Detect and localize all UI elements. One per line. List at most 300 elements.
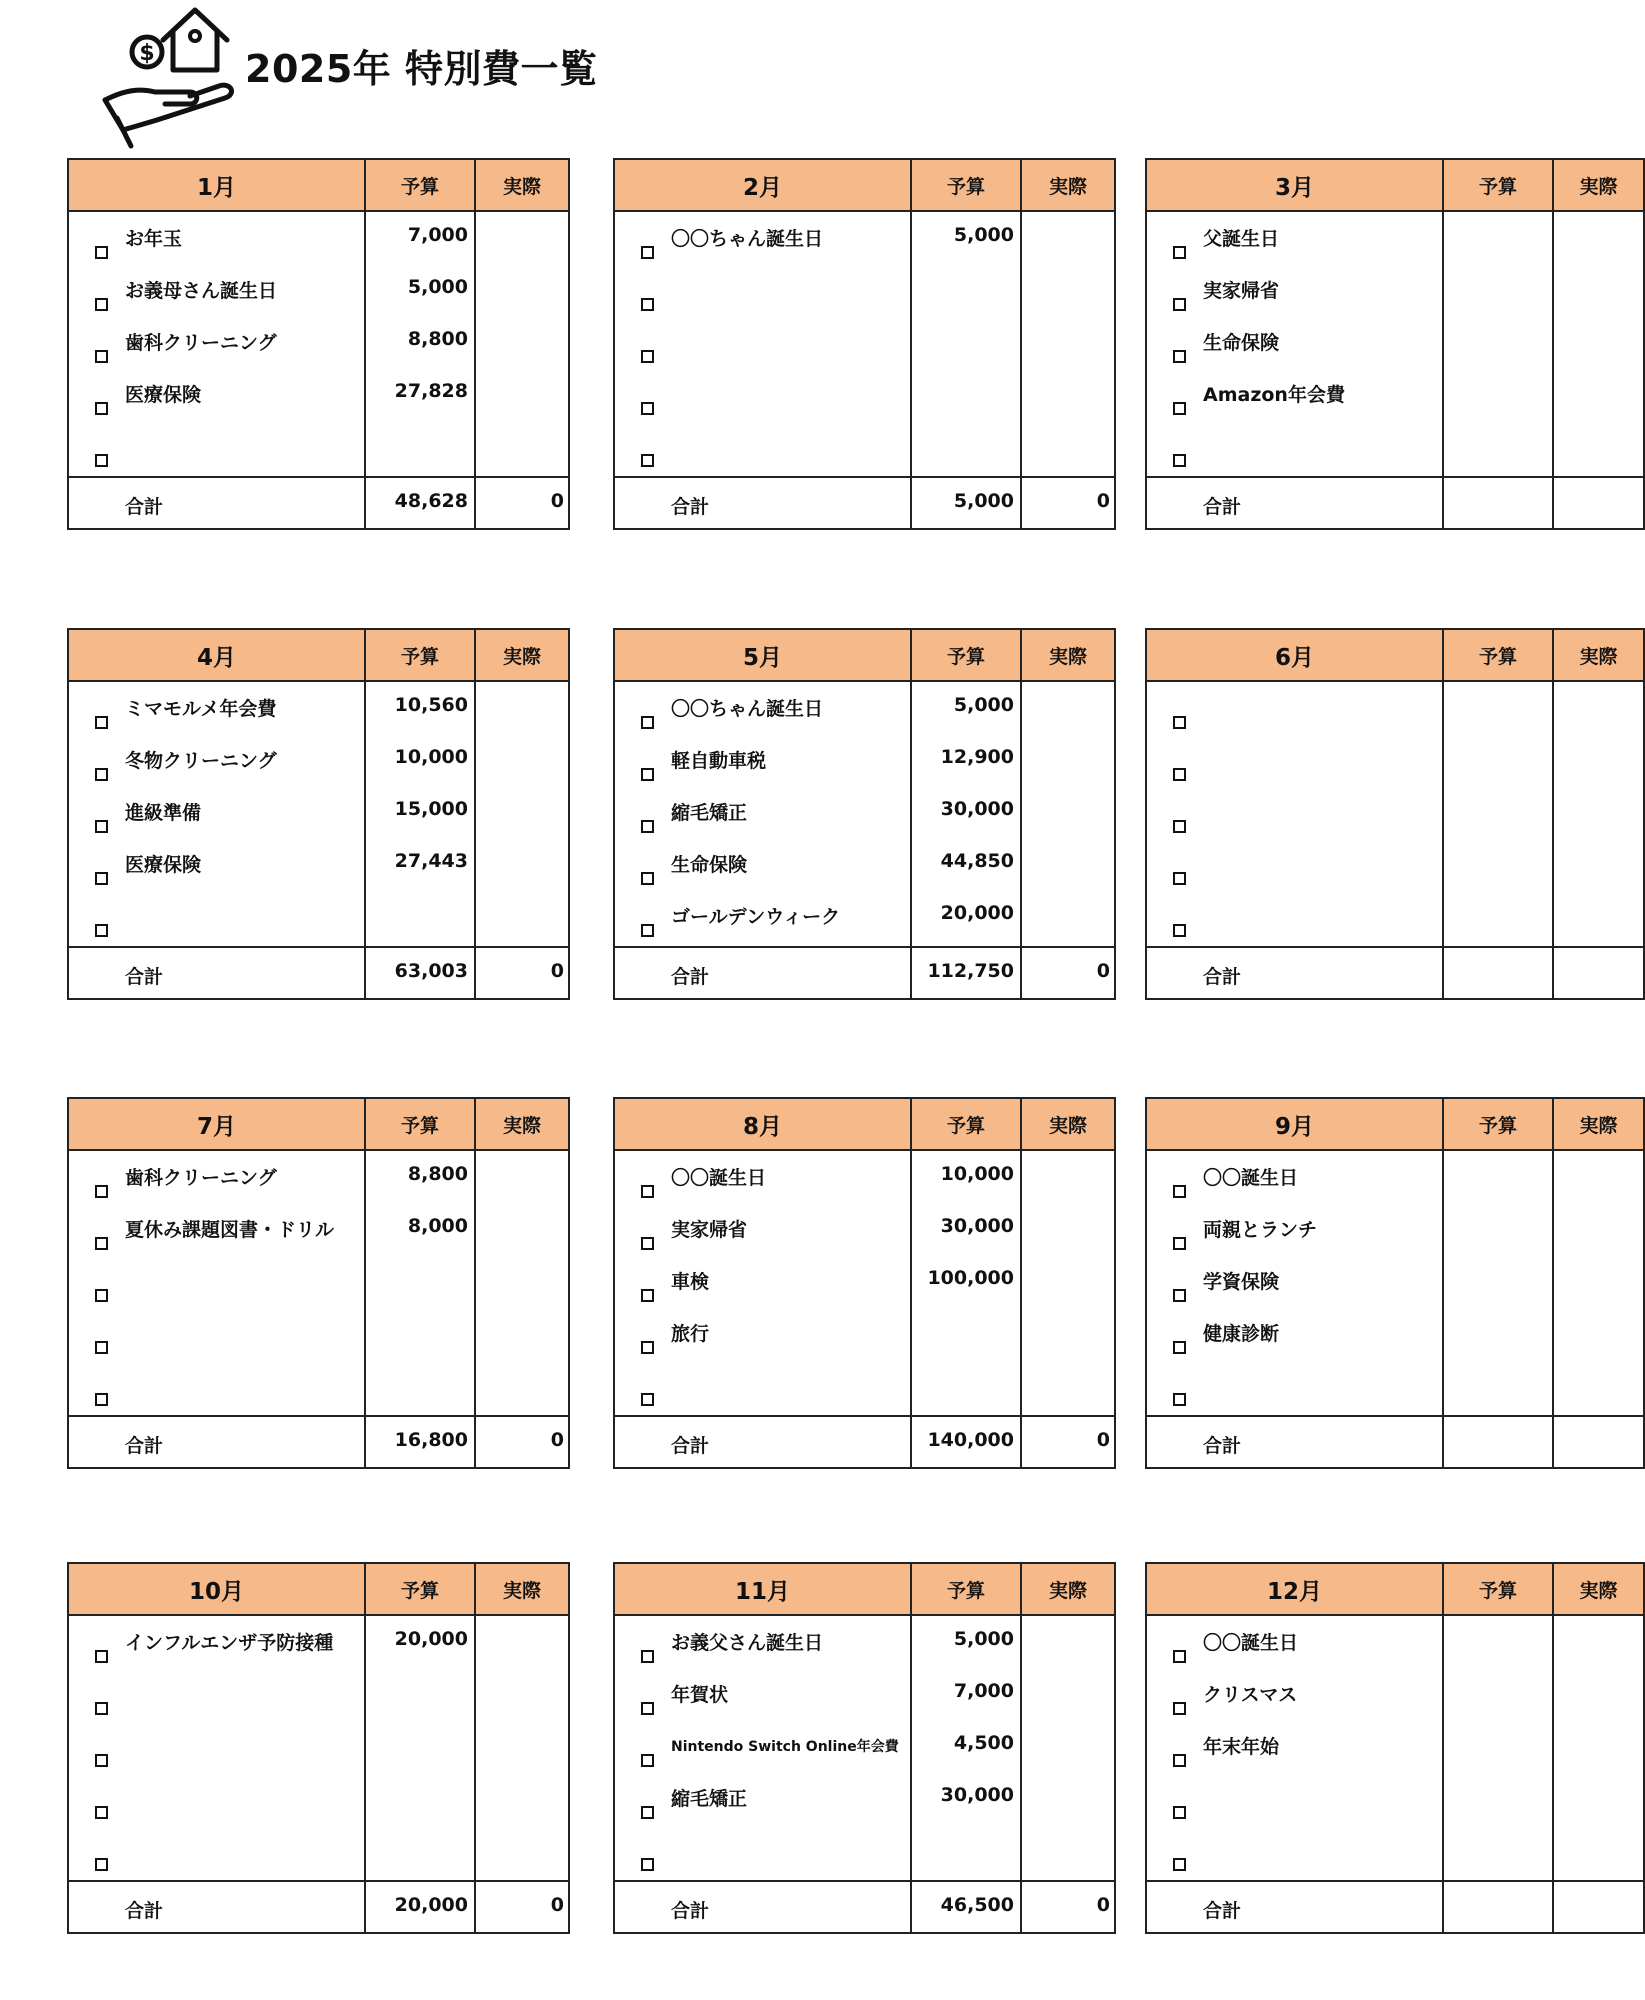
budget-header-label: 予算 (946, 645, 985, 668)
total-actual-cell (476, 948, 568, 998)
item-budget: 5,000 (407, 276, 468, 298)
checkbox[interactable] (95, 1754, 108, 1767)
items-name-column (1147, 1151, 1444, 1415)
total-actual: 0 (550, 1894, 564, 1916)
list-item (615, 272, 910, 324)
item-budget: 10,000 (940, 1163, 1014, 1185)
checkbox[interactable] (95, 402, 108, 415)
budget-header-label: 予算 (946, 175, 985, 198)
item-name: 〇〇誕生日 (1203, 1167, 1299, 1189)
checkbox[interactable] (641, 1806, 654, 1819)
list-item (615, 846, 910, 898)
total-actual-cell (1022, 1882, 1114, 1932)
list-item (69, 690, 364, 742)
item-name: 生命保険 (1203, 332, 1280, 354)
list-item (615, 1728, 910, 1780)
total-actual: 0 (1096, 490, 1110, 512)
items-actual-column (1554, 1616, 1643, 1880)
total-row (69, 478, 568, 528)
table-header (69, 160, 568, 212)
items-area (615, 212, 1114, 478)
total-budget: 46,500 (940, 1894, 1014, 1916)
checkbox[interactable] (1173, 872, 1186, 885)
month-label: 9月 (1274, 1113, 1314, 1140)
actual-header (476, 1099, 568, 1149)
checkbox[interactable] (95, 1289, 108, 1302)
checkbox[interactable] (1173, 350, 1186, 363)
list-item (1147, 324, 1442, 376)
list-item (615, 742, 910, 794)
list-item (1147, 1315, 1442, 1367)
total-row (615, 948, 1114, 998)
list-item (69, 272, 364, 324)
list-item (69, 794, 364, 846)
total-actual: 0 (1096, 1429, 1110, 1451)
items-budget-column (1444, 212, 1554, 476)
list-item (615, 220, 910, 272)
item-budget: 27,443 (394, 850, 468, 872)
item-budget: 10,000 (394, 746, 468, 768)
total-label: 合計 (125, 1900, 164, 1922)
items-name-column (615, 1151, 912, 1415)
checkbox[interactable] (95, 1858, 108, 1871)
month-table (1145, 1097, 1645, 1469)
month-header (69, 160, 366, 210)
list-item (1147, 898, 1442, 950)
item-name: インフルエンザ予防接種 (125, 1632, 334, 1654)
item-name: お義父さん誕生日 (671, 1632, 824, 1654)
item-name: 歯科クリーニング (125, 332, 277, 354)
items-name-column (1147, 1616, 1444, 1880)
items-budget-column (366, 1151, 476, 1415)
item-name: 実家帰省 (671, 1219, 748, 1241)
list-item (1147, 1676, 1442, 1728)
item-name: Amazon年会費 (1203, 384, 1345, 406)
checkbox[interactable] (641, 1185, 654, 1198)
items-area (69, 212, 568, 478)
total-label: 合計 (1203, 966, 1242, 988)
budget-header (366, 1564, 476, 1614)
item-name: 医療保険 (125, 854, 202, 876)
month-header (615, 160, 912, 210)
actual-header (476, 160, 568, 210)
items-actual-column (476, 212, 568, 476)
checkbox[interactable] (95, 246, 108, 259)
list-item (615, 794, 910, 846)
checkbox[interactable] (1173, 1341, 1186, 1354)
budget-header-label: 予算 (946, 1579, 985, 1602)
list-item (1147, 1367, 1442, 1419)
checkbox[interactable] (95, 768, 108, 781)
budget-header-label: 予算 (400, 645, 439, 668)
month-table (67, 158, 570, 530)
checkbox[interactable] (1173, 716, 1186, 729)
total-budget: 20,000 (394, 1894, 468, 1916)
month-table (613, 628, 1116, 1000)
table-header (615, 1099, 1114, 1151)
item-name: お義母さん誕生日 (125, 280, 278, 302)
item-budget: 7,000 (407, 224, 468, 246)
table-header (1147, 1099, 1643, 1151)
month-table (613, 1097, 1116, 1469)
checkbox[interactable] (641, 298, 654, 311)
item-name: 〇〇ちゃん誕生日 (671, 698, 824, 720)
month-header (69, 1099, 366, 1149)
total-label-cell (69, 1882, 366, 1932)
list-item (1147, 1211, 1442, 1263)
list-item (69, 220, 364, 272)
items-area (1147, 1616, 1643, 1882)
list-item (615, 1832, 910, 1884)
actual-header-label: 実際 (502, 175, 541, 198)
total-row (615, 1417, 1114, 1467)
checkbox[interactable] (1173, 1702, 1186, 1715)
table-header (615, 160, 1114, 212)
items-budget-column (912, 1616, 1022, 1880)
items-area (615, 1616, 1114, 1882)
actual-header-label: 実際 (1579, 1579, 1618, 1602)
item-budget: 8,800 (407, 328, 468, 350)
list-item (1147, 846, 1442, 898)
month-table (67, 1562, 570, 1934)
checkbox[interactable] (641, 1237, 654, 1250)
items-area (615, 1151, 1114, 1417)
total-budget: 112,750 (927, 960, 1014, 982)
checkbox[interactable] (95, 820, 108, 833)
item-budget: 20,000 (394, 1628, 468, 1650)
actual-header-label: 実際 (1579, 645, 1618, 668)
list-item (69, 1263, 364, 1315)
total-row (1147, 1882, 1643, 1932)
page-header (95, 0, 795, 160)
checkbox[interactable] (1173, 924, 1186, 937)
items-actual-column (1554, 212, 1643, 476)
actual-header (1022, 630, 1114, 680)
item-budget: 15,000 (394, 798, 468, 820)
items-name-column (615, 682, 912, 946)
actual-header (476, 630, 568, 680)
checkbox[interactable] (641, 1289, 654, 1302)
checkbox[interactable] (1173, 1806, 1186, 1819)
total-budget-cell (1444, 948, 1554, 998)
budget-header (1444, 1564, 1554, 1614)
items-name-column (69, 1616, 366, 1880)
items-name-column (615, 1616, 912, 1880)
total-label: 合計 (125, 496, 164, 518)
budget-header-label: 予算 (400, 1114, 439, 1137)
total-actual-cell (1022, 1417, 1114, 1467)
checkbox[interactable] (641, 402, 654, 415)
total-budget: 63,003 (394, 960, 468, 982)
items-actual-column (476, 1151, 568, 1415)
list-item (1147, 1780, 1442, 1832)
items-actual-column (1554, 682, 1643, 946)
list-item (69, 376, 364, 428)
total-label: 合計 (125, 966, 164, 988)
item-name: 医療保険 (125, 384, 202, 406)
actual-header-label: 実際 (1048, 175, 1087, 198)
list-item (615, 1159, 910, 1211)
checkbox[interactable] (95, 872, 108, 885)
month-header (1147, 160, 1444, 210)
checkbox[interactable] (1173, 768, 1186, 781)
budget-header (912, 1564, 1022, 1614)
total-label-cell (615, 1417, 912, 1467)
checkbox[interactable] (1173, 1650, 1186, 1663)
item-name: 夏休み課題図書・ドリル (125, 1219, 335, 1241)
checkbox[interactable] (1173, 402, 1186, 415)
total-row (615, 1882, 1114, 1932)
month-header (1147, 1099, 1444, 1149)
list-item (1147, 1263, 1442, 1315)
checkbox[interactable] (1173, 1393, 1186, 1406)
checkbox[interactable] (95, 1806, 108, 1819)
items-budget-column (366, 1616, 476, 1880)
list-item (69, 1780, 364, 1832)
total-label-cell (615, 948, 912, 998)
items-actual-column (476, 1616, 568, 1880)
budget-header-label: 予算 (400, 1579, 439, 1602)
item-budget: 20,000 (940, 902, 1014, 924)
checkbox[interactable] (95, 1185, 108, 1198)
budget-header (912, 160, 1022, 210)
total-actual-cell (1554, 948, 1643, 998)
checkbox[interactable] (1173, 1237, 1186, 1250)
actual-header-label: 実際 (502, 1114, 541, 1137)
total-budget: 48,628 (394, 490, 468, 512)
table-header (1147, 160, 1643, 212)
list-item (69, 324, 364, 376)
total-actual: 0 (1096, 1894, 1110, 1916)
list-item (69, 1211, 364, 1263)
items-budget-column (1444, 1616, 1554, 1880)
actual-header-label: 実際 (1579, 175, 1618, 198)
checkbox[interactable] (95, 1237, 108, 1250)
checkbox[interactable] (641, 924, 654, 937)
list-item (69, 846, 364, 898)
items-actual-column (1022, 1616, 1114, 1880)
table-header (69, 1564, 568, 1616)
checkbox[interactable] (1173, 298, 1186, 311)
month-label: 7月 (196, 1113, 236, 1140)
item-name: 生命保険 (671, 854, 748, 876)
list-item (1147, 428, 1442, 480)
list-item (69, 898, 364, 950)
list-item (615, 690, 910, 742)
total-budget: 140,000 (927, 1429, 1014, 1451)
actual-header-label: 実際 (502, 645, 541, 668)
checkbox[interactable] (641, 350, 654, 363)
total-budget-cell (1444, 1882, 1554, 1932)
total-label-cell (69, 1417, 366, 1467)
list-item (1147, 376, 1442, 428)
table-header (615, 1564, 1114, 1616)
checkbox[interactable] (95, 454, 108, 467)
month-header (69, 1564, 366, 1614)
list-item (1147, 220, 1442, 272)
item-name: 旅行 (671, 1323, 710, 1345)
budget-header (1444, 160, 1554, 210)
checkbox[interactable] (641, 872, 654, 885)
list-item (1147, 1159, 1442, 1211)
checkbox[interactable] (95, 1650, 108, 1663)
budget-header-label: 予算 (1478, 175, 1517, 198)
checkbox[interactable] (95, 924, 108, 937)
checkbox[interactable] (95, 1341, 108, 1354)
items-budget-column (912, 1151, 1022, 1415)
total-budget: 16,800 (394, 1429, 468, 1451)
budget-header-label: 予算 (1478, 1579, 1517, 1602)
checkbox[interactable] (95, 716, 108, 729)
checkbox[interactable] (641, 768, 654, 781)
svg-text:$: $ (139, 41, 155, 66)
item-name: 車検 (671, 1271, 710, 1293)
total-row (69, 1882, 568, 1932)
checkbox[interactable] (95, 1702, 108, 1715)
budget-header-label: 予算 (400, 175, 439, 198)
budget-header (1444, 630, 1554, 680)
month-label: 8月 (742, 1113, 782, 1140)
list-item (615, 1624, 910, 1676)
checkbox[interactable] (95, 298, 108, 311)
total-label-cell (615, 478, 912, 528)
month-label: 4月 (196, 644, 236, 671)
list-item (69, 1676, 364, 1728)
item-name: 〇〇ちゃん誕生日 (671, 228, 824, 250)
item-budget: 30,000 (940, 1215, 1014, 1237)
item-name: 〇〇誕生日 (1203, 1632, 1299, 1654)
checkbox[interactable] (641, 1858, 654, 1871)
items-actual-column (1022, 1151, 1114, 1415)
total-budget-cell (912, 948, 1022, 998)
items-name-column (1147, 682, 1444, 946)
checkbox[interactable] (1173, 820, 1186, 833)
list-item (69, 1728, 364, 1780)
total-actual-cell (476, 478, 568, 528)
month-table (67, 628, 570, 1000)
items-name-column (615, 212, 912, 476)
checkbox[interactable] (641, 1341, 654, 1354)
list-item (69, 1315, 364, 1367)
total-actual-cell (1554, 1417, 1643, 1467)
total-label: 合計 (1203, 496, 1242, 518)
checkbox[interactable] (1173, 454, 1186, 467)
actual-header (1554, 630, 1643, 680)
list-item (1147, 1624, 1442, 1676)
checkbox[interactable] (641, 1702, 654, 1715)
items-area (69, 1616, 568, 1882)
checkbox[interactable] (641, 1754, 654, 1767)
item-name: 冬物クリーニング (125, 750, 277, 772)
item-name: 歯科クリーニング (125, 1167, 277, 1189)
checkbox[interactable] (1173, 1185, 1186, 1198)
table-header (1147, 1564, 1643, 1616)
total-budget-cell (366, 1882, 476, 1932)
items-area (69, 682, 568, 948)
list-item (615, 324, 910, 376)
checkbox[interactable] (95, 350, 108, 363)
month-header (1147, 1564, 1444, 1614)
checkbox[interactable] (641, 454, 654, 467)
checkbox[interactable] (641, 1650, 654, 1663)
items-area (615, 682, 1114, 948)
actual-header-label: 実際 (1048, 1579, 1087, 1602)
items-name-column (69, 212, 366, 476)
total-actual-cell (476, 1417, 568, 1467)
budget-header-label: 予算 (1478, 1114, 1517, 1137)
checkbox[interactable] (95, 1393, 108, 1406)
list-item (615, 1780, 910, 1832)
total-row (615, 478, 1114, 528)
total-label: 合計 (671, 496, 710, 518)
checkbox[interactable] (641, 820, 654, 833)
month-label: 3月 (1274, 174, 1314, 201)
total-actual: 0 (1096, 960, 1110, 982)
month-label: 1月 (196, 174, 236, 201)
month-table (613, 1562, 1116, 1934)
items-budget-column (366, 682, 476, 946)
total-actual: 0 (550, 1429, 564, 1451)
list-item (69, 428, 364, 480)
checkbox[interactable] (1173, 246, 1186, 259)
table-header (69, 630, 568, 682)
month-table (1145, 1562, 1645, 1934)
actual-header (1554, 160, 1643, 210)
checkbox[interactable] (1173, 1754, 1186, 1767)
total-actual-cell (1022, 478, 1114, 528)
month-header (69, 630, 366, 680)
total-label: 合計 (671, 1435, 710, 1457)
list-item (69, 1832, 364, 1884)
total-budget-cell (1444, 1417, 1554, 1467)
item-name: 学資保険 (1203, 1271, 1280, 1293)
total-label: 合計 (671, 1900, 710, 1922)
item-name: 縮毛矯正 (671, 802, 748, 824)
actual-header-label: 実際 (502, 1579, 541, 1602)
month-label: 2月 (742, 174, 782, 201)
total-label-cell (615, 1882, 912, 1932)
checkbox[interactable] (641, 246, 654, 259)
items-area (1147, 682, 1643, 948)
item-budget: 5,000 (953, 224, 1014, 246)
checkbox[interactable] (1173, 1858, 1186, 1871)
item-budget: 5,000 (953, 1628, 1014, 1650)
items-budget-column (1444, 682, 1554, 946)
items-name-column (69, 1151, 366, 1415)
item-budget: 8,000 (407, 1215, 468, 1237)
list-item (69, 1624, 364, 1676)
total-actual-cell (476, 1882, 568, 1932)
month-table (613, 158, 1116, 530)
total-actual-cell (1022, 948, 1114, 998)
total-budget-cell (1444, 478, 1554, 528)
actual-header-label: 実際 (1579, 1114, 1618, 1137)
list-item (1147, 1728, 1442, 1780)
total-label: 合計 (1203, 1900, 1242, 1922)
list-item (615, 1263, 910, 1315)
month-header (615, 630, 912, 680)
checkbox[interactable] (641, 716, 654, 729)
item-name: 〇〇誕生日 (671, 1167, 767, 1189)
items-budget-column (366, 212, 476, 476)
total-row (1147, 948, 1643, 998)
total-budget-cell (366, 478, 476, 528)
list-item (1147, 272, 1442, 324)
item-name: 健康診断 (1203, 1323, 1280, 1345)
items-actual-column (1554, 1151, 1643, 1415)
checkbox[interactable] (1173, 1289, 1186, 1302)
checkbox[interactable] (641, 1393, 654, 1406)
